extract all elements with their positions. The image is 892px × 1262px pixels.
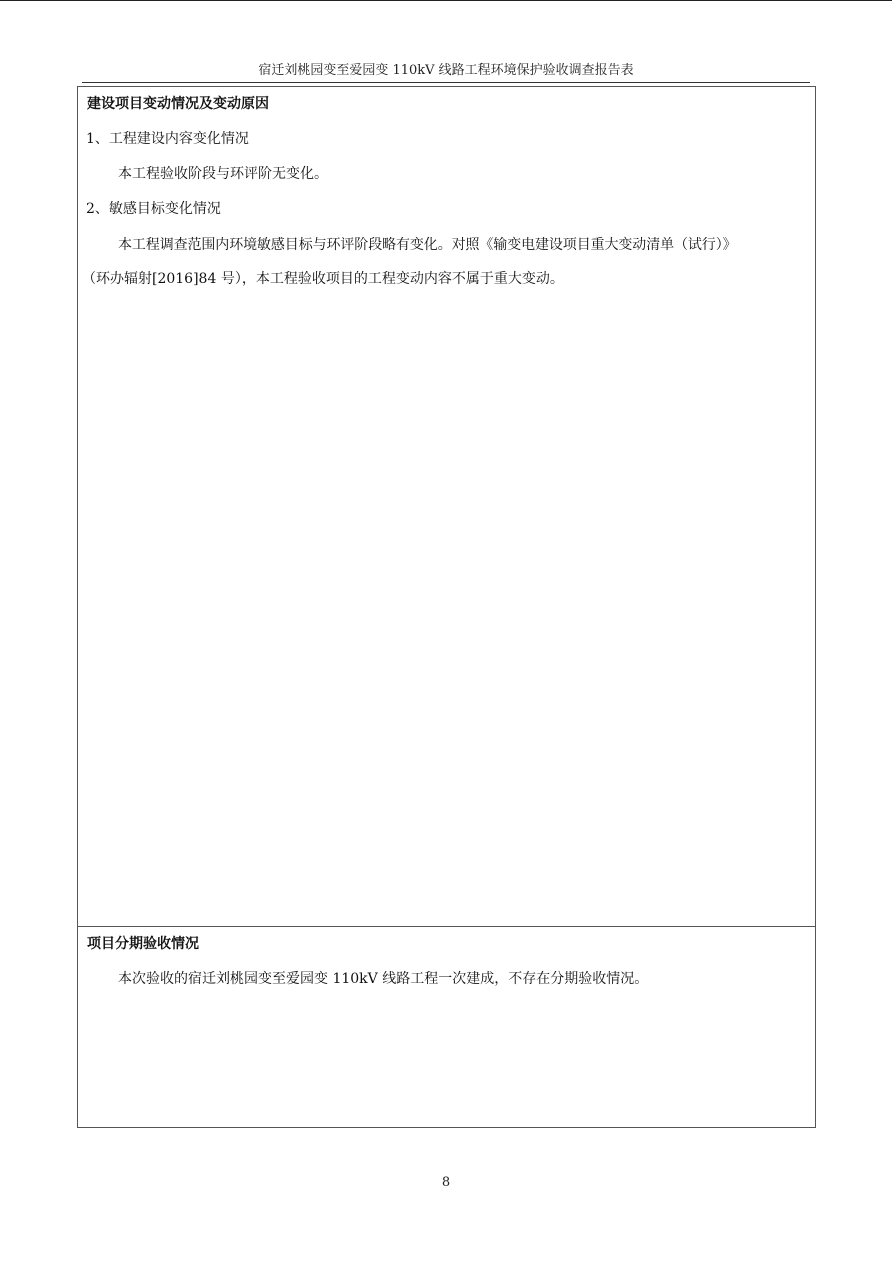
changes-section (77, 86, 816, 927)
item2-heading: 2、敏感目标变化情况 (86, 201, 221, 217)
page-top-border (0, 0, 892, 1)
page-number: 8 (441, 1175, 451, 1190)
phased-acceptance-section (77, 926, 816, 1128)
changes-section-title: 建设项目变动情况及变动原因 (87, 96, 269, 112)
item2-text-line1: 本工程调查范围内环境敏感目标与环评阶段略有变化。对照《输变电建设项目重大变动清单（试行）》 (118, 237, 737, 253)
header-rule (82, 82, 810, 83)
phased-section-title: 项目分期验收情况 (87, 936, 199, 952)
phased-section-text: 本次验收的宿迁刘桃园变至爱园变 110kV 线路工程一次建成，不存在分期验收情况。 (118, 971, 649, 987)
running-header: 宿迁刘桃园变至爱园变 110kV 线路工程环境保护验收调查报告表 (258, 63, 634, 78)
item2-text-line2: （环办辐射[2016]84 号），本工程验收项目的工程变动内容不属于重大变动。 (82, 271, 564, 287)
item1-text: 本工程验收阶段与环评阶无变化。 (118, 166, 328, 182)
item1-heading: 1、工程建设内容变化情况 (86, 131, 249, 147)
